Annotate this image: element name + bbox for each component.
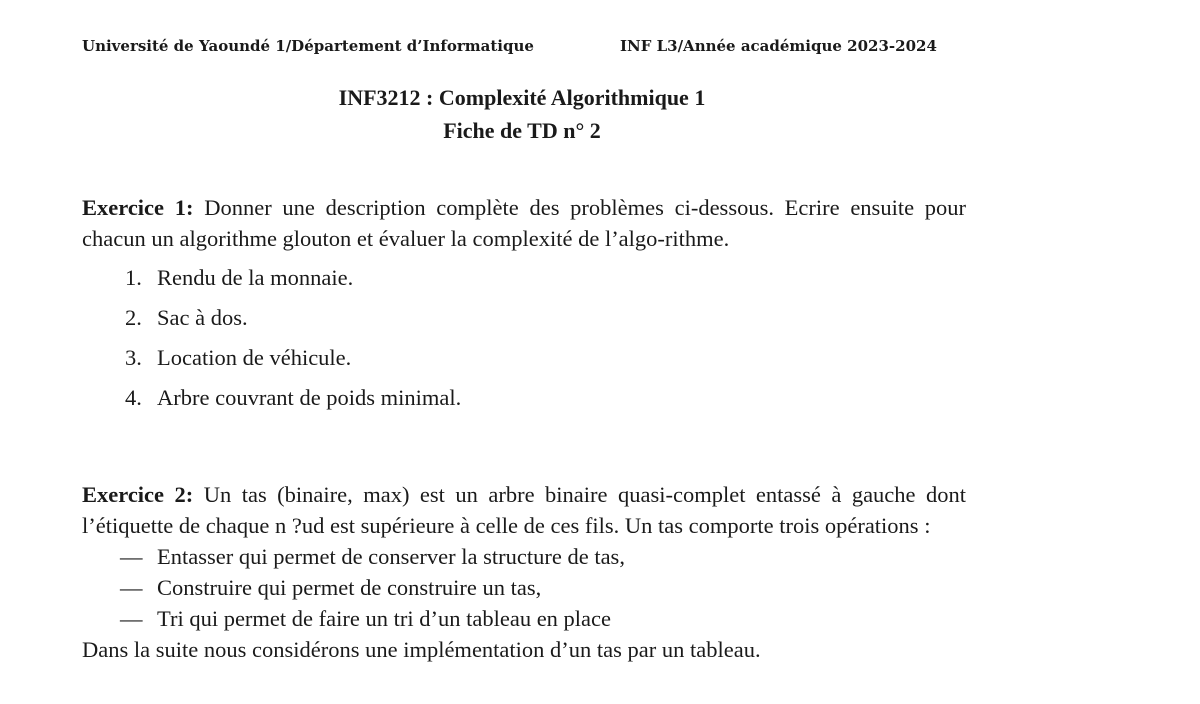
- exercise-1-list: [82, 258, 966, 418]
- list-item: [82, 603, 966, 634]
- list-item-text: Construire qui permet de construire un tas,: [157, 575, 542, 600]
- exercise-2: [82, 479, 966, 665]
- list-item: [82, 258, 966, 298]
- list-item-number: 3.: [125, 345, 142, 370]
- list-item: [82, 378, 966, 418]
- list-item-text: Tri qui permet de faire un tri d’un tableau en place: [157, 606, 612, 631]
- exercise-1-label: Exercice 1:: [82, 195, 194, 220]
- header-university: Université de Yaoundé 1/Département d’Informatique: [82, 37, 534, 55]
- list-item: [82, 572, 966, 603]
- exercise-2-conclusion: Dans la suite nous considérons une implémentation d’un tas par un tableau.: [82, 637, 761, 662]
- exercise-1-text: Donner une description complète des problèmes ci-dessous. Ecrire ensuite pour chacun un algorithme glouton et évaluer la complexité de l’algo-rithme.: [82, 195, 967, 251]
- list-item-text: Sac à dos.: [157, 305, 248, 330]
- list-item-number: 4.: [125, 385, 142, 410]
- list-item-text: Arbre couvrant de poids minimal.: [157, 385, 462, 410]
- list-item-text: Entasser qui permet de conserver la structure de tas,: [157, 544, 625, 569]
- dash-bullet: —: [120, 544, 143, 569]
- list-item-text: Location de véhicule.: [157, 345, 352, 370]
- exercise-2-label: Exercice 2:: [82, 482, 194, 507]
- course-title: INF3212 : Complexité Algorithmique 1: [338, 85, 706, 110]
- list-item-text: Rendu de la monnaie.: [157, 265, 354, 290]
- exercise-2-operations: [82, 541, 966, 634]
- dash-bullet: —: [120, 575, 143, 600]
- exercise-1: [82, 192, 966, 418]
- dash-bullet: —: [120, 606, 143, 631]
- header-course-year: INF L3/Année académique 2023-2024: [620, 37, 937, 55]
- list-item: [82, 338, 966, 378]
- exercise-2-statement: [82, 479, 966, 541]
- list-item-number: 1.: [125, 265, 142, 290]
- list-item: [82, 541, 966, 572]
- document-title: [82, 81, 962, 147]
- list-item-number: 2.: [125, 305, 142, 330]
- exercise-2-text: Un tas (binaire, max) est un arbre binaire quasi-complet entassé à gauche dont l’étiquette de chaque n ?ud est supérieure à celle de ces fils. Un tas comporte trois opérations :: [82, 482, 966, 538]
- list-item: [82, 298, 966, 338]
- sheet-title: Fiche de TD n° 2: [443, 118, 601, 143]
- exercise-1-statement: [82, 192, 966, 254]
